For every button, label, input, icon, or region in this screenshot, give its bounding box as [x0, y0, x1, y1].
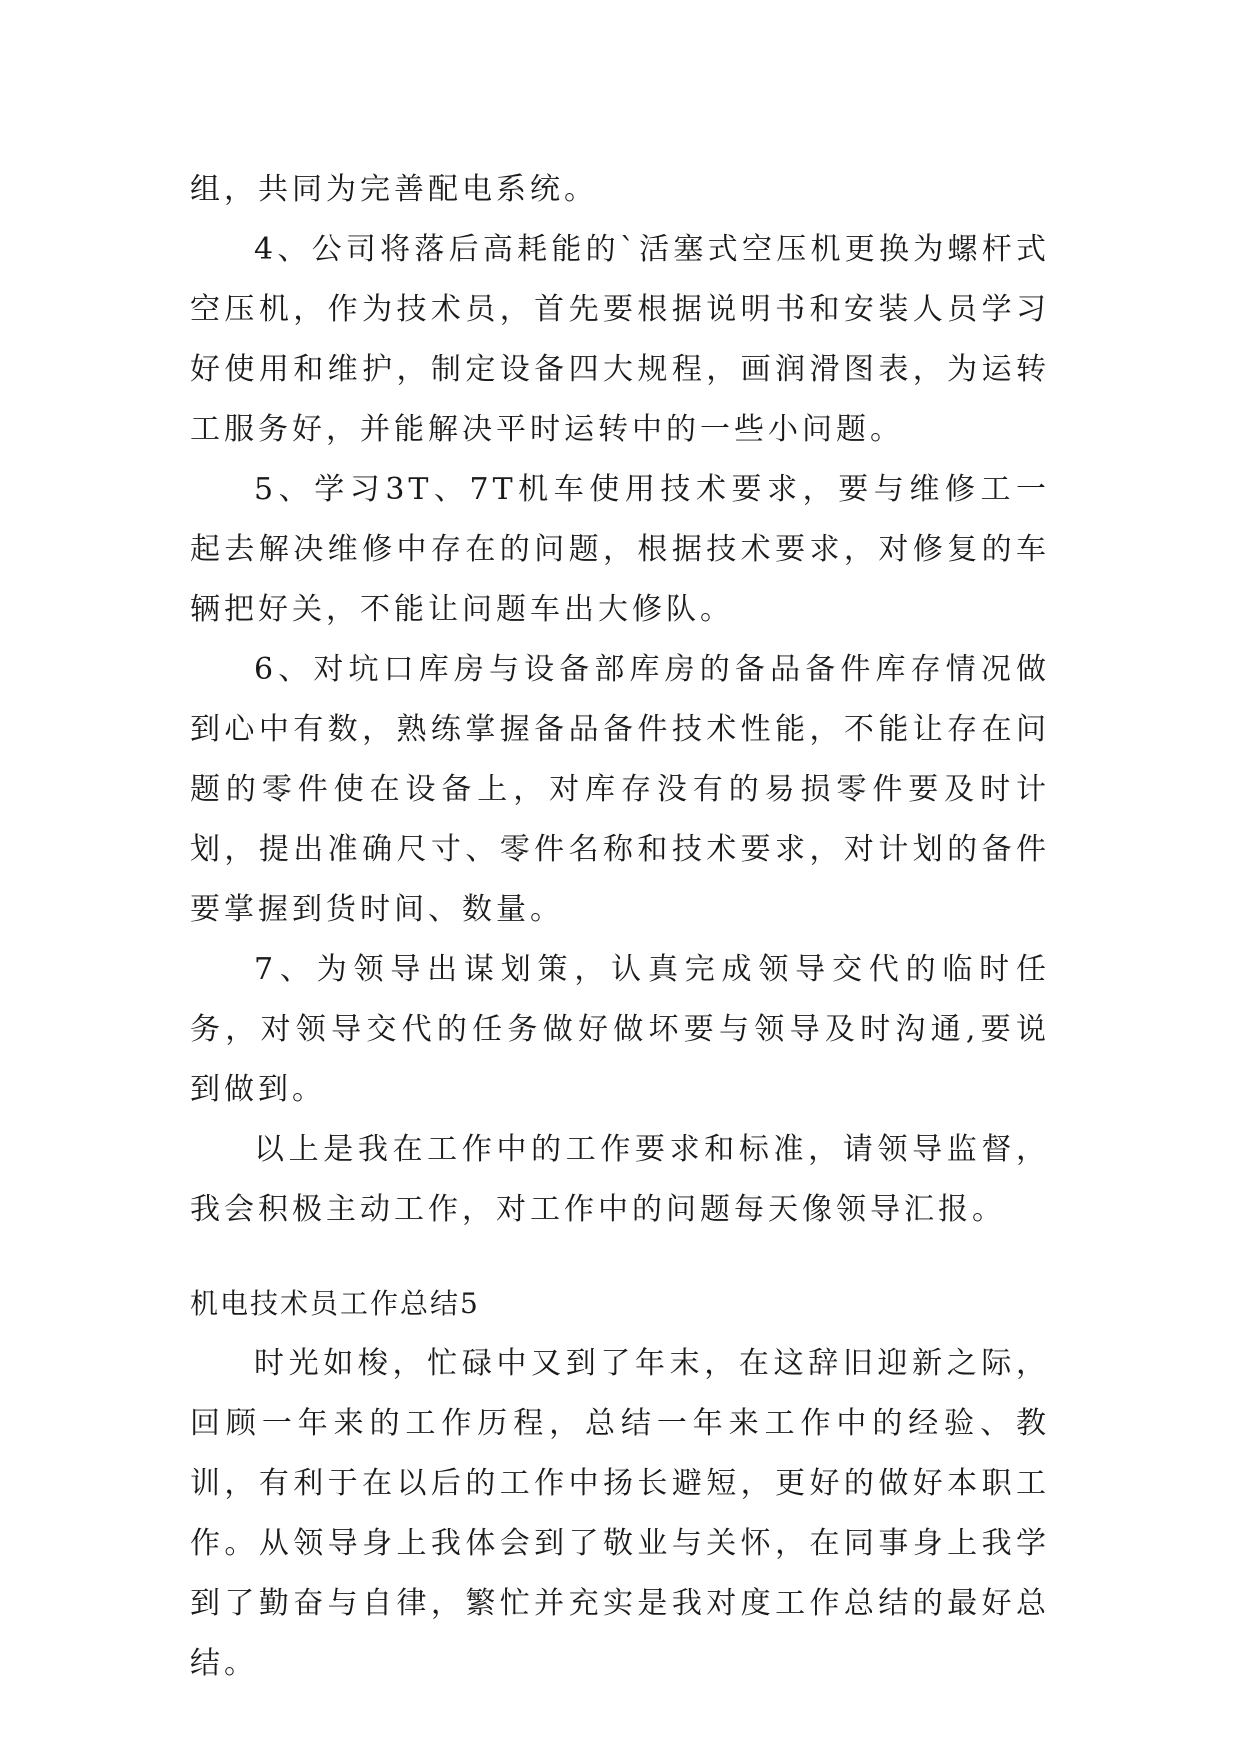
section-title: 机电技术员工作总结5	[190, 1287, 480, 1320]
paragraph-conclusion: 以上是我在工作中的工作要求和标准，请领导监督，我会积极主动工作，对工作中的问题每天像领导汇报。	[190, 1132, 1050, 1227]
paragraph-continuation: 组，共同为完善配电系统。	[190, 172, 598, 207]
paragraph-item-7: 7、为领导出谋划策，认真完成领导交代的临时任务，对领导交代的任务做好做坏要与领导及时沟通,要说到做到。	[190, 952, 1050, 1107]
paragraph-item-4: 4、公司将落后高耗能的`活塞式空压机更换为螺杆式空压机，作为技术员，首先要根据说明书和安装人员学习好使用和维护，制定设备四大规程，画润滑图表，为运转工服务好，并能解决平时运转中的一些小问题。	[190, 232, 1050, 447]
section-paragraph: 时光如梭，忙碌中又到了年末，在这辞旧迎新之际，回顾一年来的工作历程，总结一年来工作中的经验、教训，有利于在以后的工作中扬长避短，更好的做好本职工作。从领导身上我体会到了敬业与关怀，在同事身上我学到了勤奋与自律，繁忙并充实是我对度工作总结的最好总结。	[190, 1346, 1050, 1681]
paragraph-item-5: 5、学习3T、7T机车使用技术要求，要与维修工一起去解决维修中存在的问题，根据技术要求，对修复的车辆把好关，不能让问题车出大修队。	[190, 472, 1050, 627]
paragraph-item-6: 6、对坑口库房与设备部库房的备品备件库存情况做到心中有数，熟练掌握备品备件技术性能，不能让存在问题的零件使在设备上，对库存没有的易损零件要及时计划，提出准确尺寸、零件名称和技术要求，对计划的备件要掌握到货时间、数量。	[190, 652, 1050, 927]
document-page	[190, 160, 1050, 1694]
